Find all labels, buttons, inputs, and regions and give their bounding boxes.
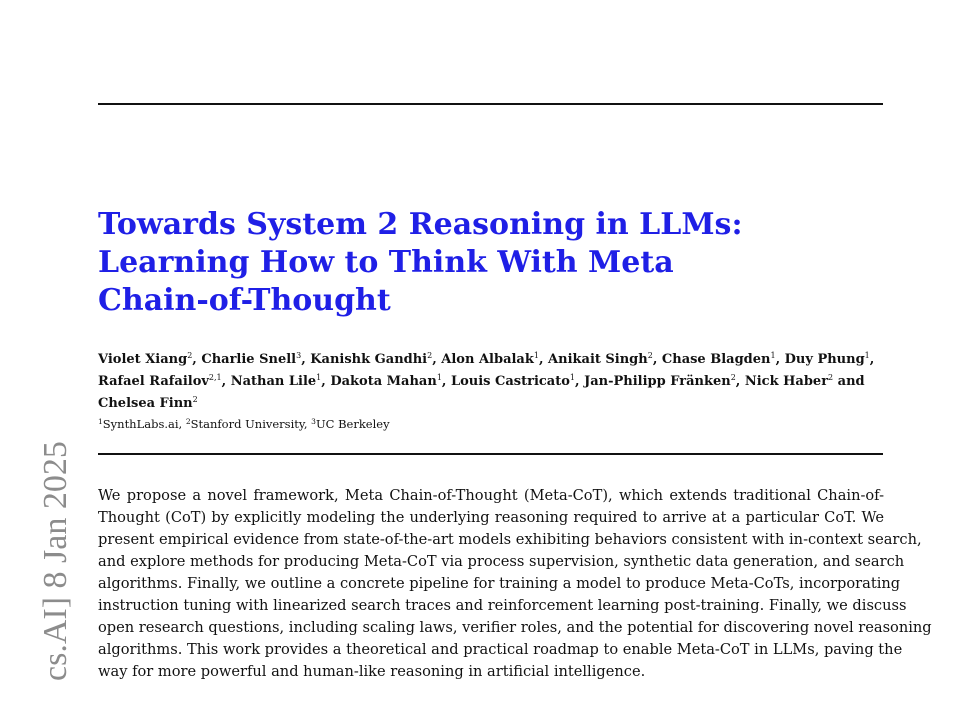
- arxiv-stamp-text: cs.AI] 8 Jan 2025: [37, 441, 74, 681]
- paper-title: [98, 206, 878, 320]
- affiliation-separator: ,: [303, 417, 312, 431]
- author-name: Kanishk Gandhi: [310, 352, 428, 367]
- author-separator: ,: [441, 374, 451, 389]
- affiliation-name: Stanford University: [190, 417, 304, 431]
- abstract-line: Thought (CoT) by explicitly modeling the underlying reasoning required to arrive at a particular CoT. We: [98, 509, 884, 526]
- author-affiliation-mark: 1: [436, 373, 442, 382]
- author-name: Anikait Singh: [548, 352, 648, 367]
- affiliations: [98, 416, 390, 432]
- author-line: [98, 393, 883, 415]
- title-line: Chain-of-Thought: [98, 283, 391, 318]
- author-affiliation-mark: 2,1: [208, 373, 222, 382]
- affiliation-number: 1: [98, 417, 103, 426]
- author-affiliation-mark: 2: [730, 373, 736, 382]
- author-line: [98, 349, 883, 371]
- author-name: Duy Phung: [784, 352, 865, 367]
- author-separator: ,: [221, 374, 231, 389]
- author-list: [98, 349, 883, 415]
- abstract-line: present empirical evidence from state-of-the-art models exhibiting behaviors consistent with in-context search,: [98, 531, 922, 548]
- author-name: Dakota Mahan: [330, 374, 437, 389]
- author-name: Louis Castricato: [450, 374, 570, 389]
- author-affiliation-mark: 1: [770, 351, 776, 360]
- abstract-rule: [98, 453, 883, 455]
- affiliation-number: 3: [311, 417, 316, 426]
- abstract-line: open research questions, including scaling laws, verifier roles, and the potential for discovering novel reasoning: [98, 619, 932, 636]
- author-name: Chase Blagden: [661, 352, 771, 367]
- abstract: [98, 485, 932, 683]
- author-affiliation-mark: 2: [647, 351, 653, 360]
- abstract-line: We propose a novel framework, Meta Chain-of-Thought (Meta-CoT), which extends traditional Chain-of-: [98, 487, 884, 504]
- abstract-line: way for more powerful and human-like reasoning in artificial intelligence.: [98, 663, 646, 680]
- affiliation-name: UC Berkeley: [315, 417, 390, 431]
- author-separator: ,: [575, 374, 585, 389]
- author-separator: ,: [432, 352, 442, 367]
- author-separator: ,: [735, 374, 745, 389]
- author-separator: ,: [321, 374, 331, 389]
- affiliation-separator: ,: [178, 417, 186, 431]
- top-rule: [98, 103, 883, 105]
- author-separator: ,: [192, 352, 202, 367]
- author-name: Alon Albalak: [441, 352, 534, 367]
- author-affiliation-mark: 3: [296, 351, 302, 360]
- affiliation-number: 2: [185, 417, 191, 426]
- author-separator: ,: [538, 352, 549, 367]
- author-name: Charlie Snell: [201, 352, 297, 367]
- author-affiliation-mark: 2: [187, 351, 193, 360]
- author-name: Chelsea Finn: [98, 396, 193, 411]
- author-affiliation-mark: 1: [569, 373, 576, 382]
- author-separator: ,: [301, 352, 311, 367]
- title-line: Towards System 2 Reasoning in LLMs:: [98, 207, 743, 242]
- abstract-line: instruction tuning with linearized search traces and reinforcement learning post-training. Finally, we discuss: [98, 597, 907, 614]
- author-affiliation-mark: 2: [427, 351, 433, 360]
- author-separator: and: [833, 374, 865, 389]
- title-line: Learning How to Think With Meta: [98, 245, 674, 280]
- abstract-line: and explore methods for producing Meta-CoT via process supervision, synthetic data generation, and search: [98, 553, 905, 570]
- author-affiliation-mark: 1: [533, 351, 539, 360]
- author-affiliation-mark: 2: [192, 395, 198, 404]
- author-separator: ,: [652, 352, 662, 367]
- author-name: Jan-Philipp Fränken: [584, 374, 731, 389]
- author-affiliation-mark: 1: [864, 351, 870, 360]
- author-name: Violet Xiang: [98, 352, 188, 367]
- author-line: [98, 371, 883, 393]
- author-separator: ,: [869, 352, 875, 367]
- author-name: Nick Haber: [744, 374, 829, 389]
- author-name: Rafael Rafailov: [98, 374, 209, 389]
- author-separator: ,: [775, 352, 785, 367]
- author-name: Nathan Lile: [230, 374, 317, 389]
- abstract-line: algorithms. Finally, we outline a concrete pipeline for training a model to produce Meta-CoTs, incorporating: [98, 575, 901, 592]
- author-affiliation-mark: 1: [316, 373, 322, 382]
- abstract-line: algorithms. This work provides a theoretical and practical roadmap to enable Meta-CoT in LLMs, paving the: [98, 641, 903, 658]
- affiliation-name: SynthLabs.ai: [102, 417, 179, 431]
- arxiv-stamp: [17, 441, 74, 698]
- author-affiliation-mark: 2: [828, 373, 834, 382]
